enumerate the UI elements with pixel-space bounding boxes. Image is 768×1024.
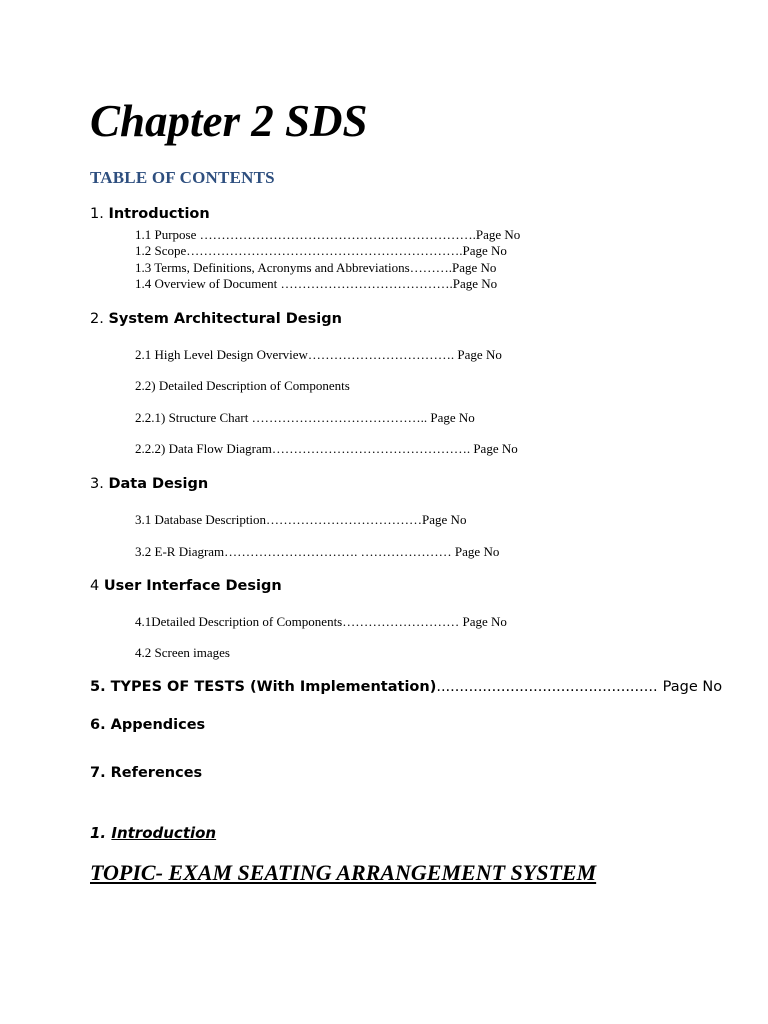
toc-entry-database-description[interactable]: 3.1 Database Description………………………………Page No — [135, 512, 467, 527]
intro-number: 1. — [90, 824, 107, 842]
section-label: Introduction — [108, 206, 210, 222]
toc-section-types-of-tests[interactable] — [90, 679, 722, 695]
toc-section-system-architectural-design[interactable] — [90, 311, 342, 327]
section-number: 3. — [90, 476, 104, 492]
toc-entry-screen-images[interactable]: 4.2 Screen images — [135, 645, 230, 660]
toc-entry-detailed-description[interactable]: 2.2) Detailed Description of Components — [135, 378, 350, 393]
toc-entry-purpose[interactable]: 1.1 Purpose ……………………………………………………….Page No — [135, 227, 521, 242]
section-label: User Interface Design — [103, 578, 282, 594]
section-label: Data Design — [108, 476, 209, 492]
toc-section-data-design[interactable] — [90, 476, 208, 492]
toc-section-appendices[interactable]: 6. Appendices — [90, 717, 206, 733]
toc-entry-er-diagram[interactable]: 3.2 E-R Diagram…………………………. ………………… Page No — [135, 544, 500, 559]
introduction-heading — [90, 824, 216, 842]
toc-section-references[interactable]: 7. References — [90, 765, 203, 781]
toc-entry-data-flow-diagram[interactable]: 2.2.2) Data Flow Diagram………………………………………. Page No — [135, 441, 518, 456]
toc-entry-high-level-design[interactable]: 2.1 High Level Design Overview……………………………. Page No — [135, 347, 502, 362]
toc-entry-terms[interactable]: 1.3 Terms, Definitions, Acronyms and Abbreviations……….Page No — [135, 260, 497, 275]
page-reference: Page No — [662, 679, 723, 695]
toc-entry-structure-chart[interactable]: 2.2.1) Structure Chart ………………………………….. Page No — [135, 410, 475, 425]
chapter-title: Chapter 2 SDS — [90, 96, 368, 146]
section-label: System Architectural Design — [108, 311, 342, 327]
toc-entry-overview[interactable]: 1.4 Overview of Document ………………………………….Page No — [135, 276, 498, 291]
section-number: 4 — [90, 578, 100, 594]
section-number: 1. — [90, 206, 104, 222]
topic-heading: TOPIC- EXAM SEATING ARRANGEMENT SYSTEM — [90, 860, 597, 885]
leader-dots: ................................................ — [436, 679, 658, 695]
toc-entry-scope[interactable]: 1.2 Scope……………………………………………………….Page No — [135, 243, 507, 258]
toc-entry-ui-components[interactable]: 4.1Detailed Description of Components……………………… Page No — [135, 614, 507, 629]
section-number: 2. — [90, 311, 104, 327]
toc-section-introduction[interactable] — [90, 206, 210, 222]
section-label: 5. TYPES OF TESTS (With Implementation) — [90, 679, 437, 695]
toc-heading: TABLE OF CONTENTS — [90, 168, 275, 187]
intro-label: Introduction — [111, 824, 217, 842]
toc-section-user-interface-design[interactable] — [90, 578, 282, 594]
